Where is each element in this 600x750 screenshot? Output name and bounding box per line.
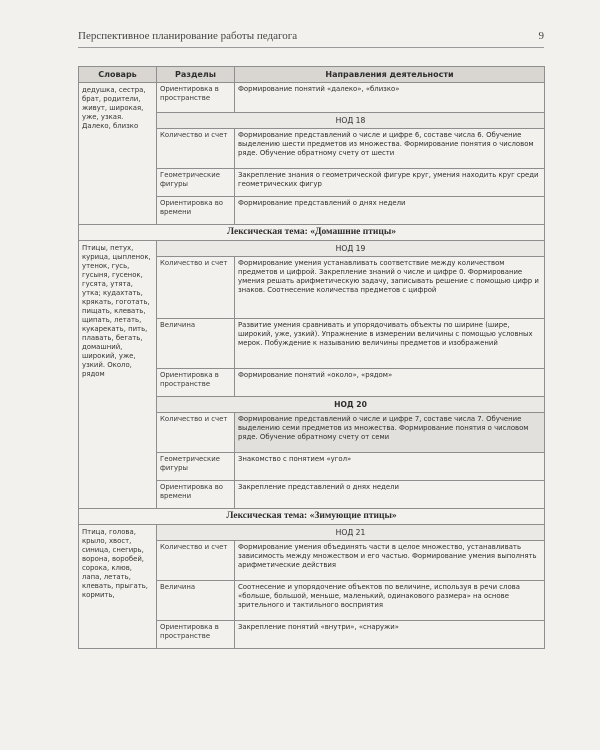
activity-cell: Формирование представлений о числе и цифре 7, составе числа 7. Обучение выделению семи предметов из множества. Формирование понятия о числовом ряде. Обучение обратному счету от семи xyxy=(235,413,545,453)
section-cell: Величина xyxy=(157,319,235,369)
column-header-vocabulary: Словарь xyxy=(79,67,157,83)
nod-row xyxy=(79,241,545,257)
vocabulary-cell: Птица, голова, крыло, хвост, синица, снегирь, ворона, воробей, сорока, клюв, лапа, летать, клевать, прыгать, кормить, xyxy=(79,525,157,649)
lexical-theme-title: Лексическая тема: «Зимующие птицы» xyxy=(79,509,545,525)
table-header-row xyxy=(79,67,545,83)
table-row xyxy=(79,83,545,113)
column-header-activities: Направления деятельности xyxy=(235,67,545,83)
section-cell: Количество и счет xyxy=(157,413,235,453)
activity-cell: Закрепление представлений о днях недели xyxy=(235,481,545,509)
section-cell: Ориентировка во времени xyxy=(157,197,235,225)
activity-cell: Развитие умения сравнивать и упорядочивать объекты по ширине (шире, широкий, уже, узкий). Упражнение в измерении величины с помощью условных мерок. Побуждение к называнию величины предметов и изображений xyxy=(235,319,545,369)
column-header-sections: Разделы xyxy=(157,67,235,83)
planning-table xyxy=(78,66,545,649)
activity-cell: Закрепление знания о геометрической фигуре круг, умения находить круг среди геометрических фигур xyxy=(235,169,545,197)
activity-cell: Формирование умения устанавливать соответствие между количеством предметов и цифрой. Закрепление знаний о числе и цифре 0. Формирование умения решать арифметическую задачу, записывать решение с помощью цифр и знаков. Соотнесение количества предметов с цифрой xyxy=(235,257,545,319)
nod-label: НОД 20 xyxy=(157,397,545,413)
activity-cell: Формирование представлений о днях недели xyxy=(235,197,545,225)
activity-cell: Знакомство с понятием «угол» xyxy=(235,453,545,481)
page-header xyxy=(78,30,544,48)
section-cell: Геометрические фигуры xyxy=(157,169,235,197)
section-cell: Ориентировка в пространстве xyxy=(157,83,235,113)
section-cell: Геометрические фигуры xyxy=(157,453,235,481)
section-cell: Ориентировка во времени xyxy=(157,481,235,509)
nod-label: НОД 19 xyxy=(157,241,545,257)
vocabulary-cell: дедушка, сестра, брат, родители, живут, широкая, уже, узкая. Далеко, близко xyxy=(79,83,157,225)
activity-cell: Закрепление понятий «внутри», «снаружи» xyxy=(235,621,545,649)
theme-row xyxy=(79,509,545,525)
section-cell: Ориентировка в пространстве xyxy=(157,369,235,397)
activity-cell: Формирование умения объединять части в целое множество, устанавливать зависимость между множеством и его частью. Формирование умения выполнять арифметические действия xyxy=(235,541,545,581)
activity-cell: Формирование понятий «далеко», «близко» xyxy=(235,83,545,113)
lexical-theme-title: Лексическая тема: «Домашние птицы» xyxy=(79,225,545,241)
section-cell: Количество и счет xyxy=(157,129,235,169)
section-cell: Количество и счет xyxy=(157,257,235,319)
theme-row xyxy=(79,225,545,241)
section-cell: Величина xyxy=(157,581,235,621)
running-title: Перспективное планирование работы педагога xyxy=(78,30,298,42)
page-number: 9 xyxy=(538,30,544,42)
nod-label: НОД 18 xyxy=(157,113,545,129)
section-cell: Количество и счет xyxy=(157,541,235,581)
vocabulary-cell: Птицы, петух, курица, цыпленок, утенок, гусь, гусыня, гусенок, гусята, утята, утка; кудахтать, крякать, гоготать, пищать, клевать, щипать, летать, кукарекать, пить, плавать, бегать, домашний, широкий, уже, узкий. Около, рядом xyxy=(79,241,157,509)
activity-cell: Формирование представлений о числе и цифре 6, составе числа 6. Обучение выделению шести предметов из множества. Формирование понятия о числовом ряде. Обучение обратному счету от шести xyxy=(235,129,545,169)
nod-label: НОД 21 xyxy=(157,525,545,541)
activity-cell: Соотнесение и упорядочение объектов по величине, используя в речи слова «больше, большой, меньше, маленький, одинакового размера» на основе зрительного и тактильного восприятия xyxy=(235,581,545,621)
activity-cell: Формирование понятий «около», «рядом» xyxy=(235,369,545,397)
section-cell: Ориентировка в пространстве xyxy=(157,621,235,649)
nod-row xyxy=(79,525,545,541)
